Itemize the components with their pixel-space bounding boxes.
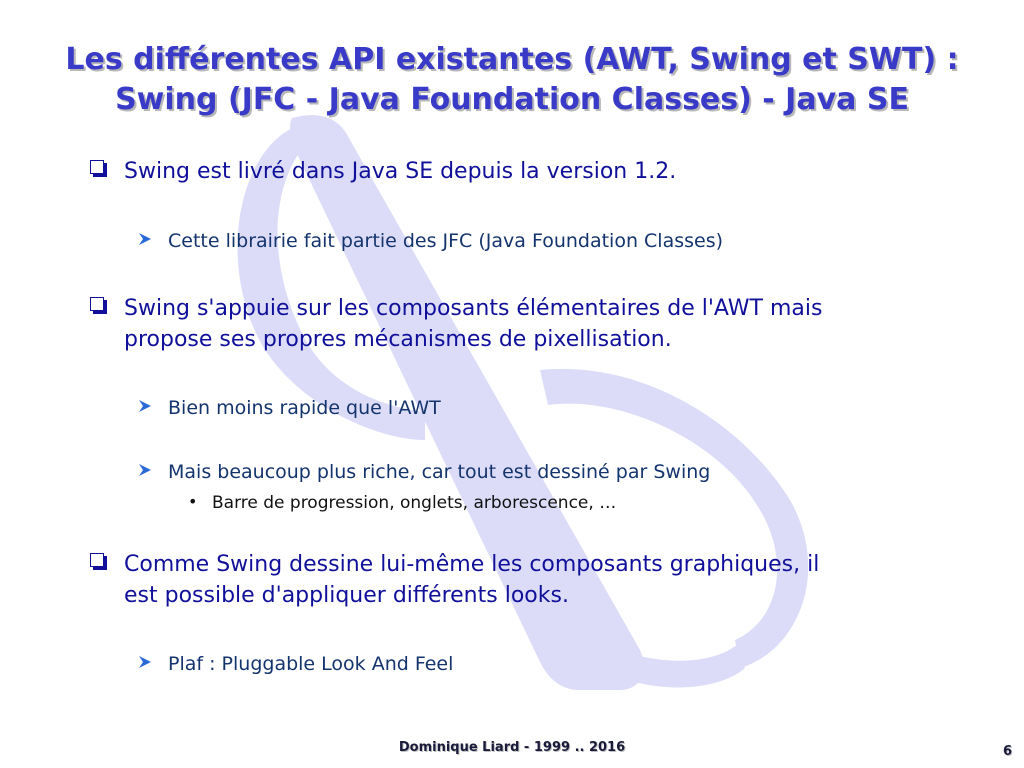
arrowhead-bullet-icon [138,463,152,477]
bullet-1-1-text: Cette librairie fait partie des JFC (Java Foundation Classes) [168,230,724,252]
arrowhead-bullet-icon [138,655,152,669]
bullet-2-line-2: propose ses propres mécanismes de pixellisation. [124,327,672,352]
bullet-3-line-2: est possible d'appliquer différents looks. [124,583,569,608]
bullet-1-text: Swing est livré dans Java SE depuis la version 1.2. [124,159,677,184]
bullet-3-line-1: Comme Swing dessine lui-même les composants graphiques, il [124,552,820,577]
bullet-2-2-text: Mais beaucoup plus riche, car tout est dessiné par Swing [168,461,711,483]
bullet-2-1-text: Bien moins rapide que l'AWT [168,397,441,419]
square-bullet-icon [90,160,104,174]
dot-bullet-icon: • [188,492,198,511]
page-number: 6 [1002,744,1012,759]
square-bullet-icon [90,297,104,311]
bullet-3-1-text: Plaf : Pluggable Look And Feel [168,653,454,675]
bullet-2-line-1: Swing s'appuie sur les composants élémentaires de l'AWT mais [124,296,823,321]
arrowhead-bullet-icon [138,232,152,246]
bullet-2-2-1-text: Barre de progression, onglets, arborescence, … [212,493,617,513]
square-bullet-icon [90,553,104,567]
slide-title-line-1: Les différentes API existantes (AWT, Swing et SWT) : [65,42,959,77]
footer-author: Dominique Liard - 1999 .. 2016 [398,740,626,755]
arrowhead-bullet-icon [138,399,152,413]
slide-title-line-2: Swing (JFC - Java Foundation Classes) - Java SE [115,82,909,117]
